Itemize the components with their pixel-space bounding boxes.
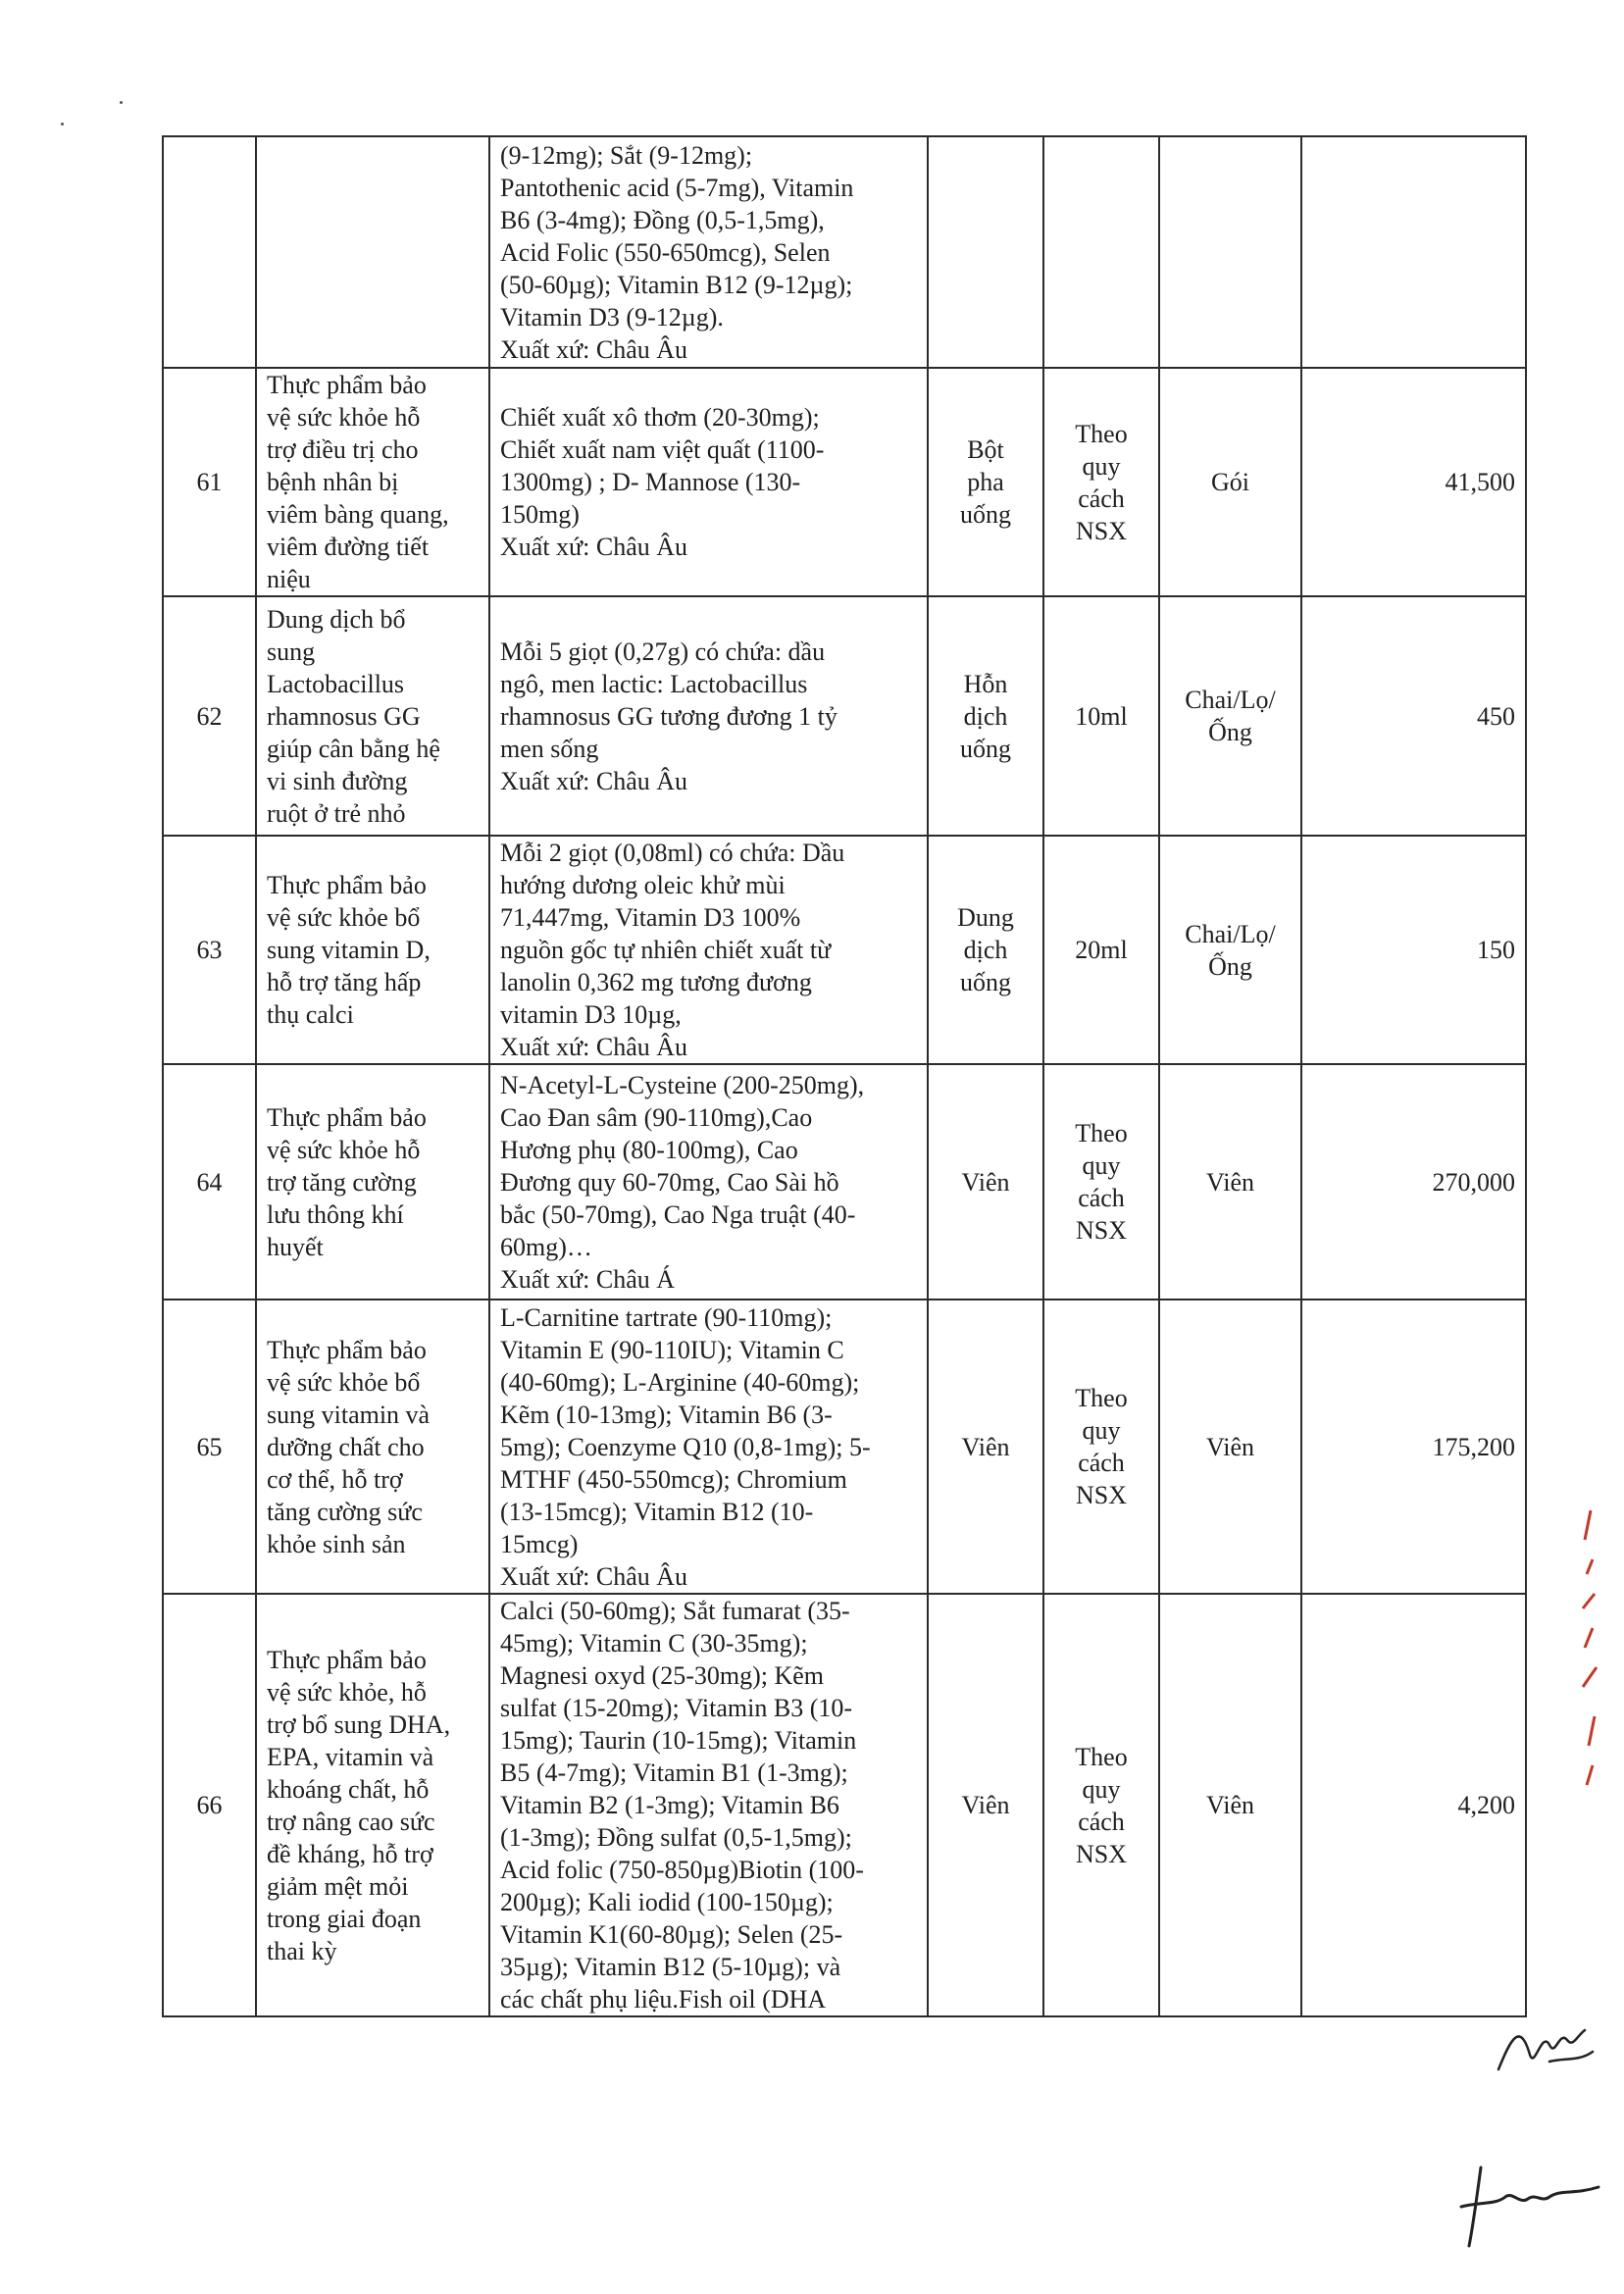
table-row	[163, 368, 1526, 596]
unit: Chai/Lọ/ Ống	[1185, 919, 1276, 981]
quantity: 150	[1301, 836, 1526, 1064]
product-name: Thực phẩm bảo vệ sức khỏe hỗ trợ tăng cường lưu thông khí huyết	[267, 1102, 427, 1261]
row-number: 65	[163, 1300, 256, 1594]
quantity: 175,200	[1301, 1300, 1526, 1594]
unit: Viên	[1206, 1167, 1254, 1197]
row-number: 66	[163, 1594, 256, 2016]
unit: Gói	[1211, 468, 1249, 496]
scan-speck	[61, 123, 64, 126]
table-row	[163, 136, 1526, 368]
row-number	[163, 136, 256, 368]
quantity	[1301, 136, 1526, 368]
composition: Chiết xuất xô thơm (20-30mg); Chiết xuất nam việt quất (1100- 1300mg) ; D- Mannose (130- 150mg) Xuất xứ: Châu Âu	[500, 403, 825, 561]
unit: Chai/Lọ/ Ống	[1185, 686, 1276, 746]
packaging-spec: Theo quy cách NSX	[1075, 1119, 1128, 1245]
dosage-form: Viên	[961, 1167, 1010, 1197]
composition: N-Acetyl-L-Cysteine (200-250mg), Cao Đan sâm (90-110mg),Cao Hương phụ (80-100mg), Cao Đương quy 60-70mg, Cao Sài hồ bắc (50-70mg), Cao Nga truật (40- 60mg)… Xuất xứ: Châu Á	[500, 1070, 865, 1294]
dosage-form: Hỗn dịch uống	[960, 669, 1011, 763]
dosage-form: Viên	[961, 1791, 1010, 1819]
composition: Mỗi 5 giọt (0,27g) có chứa: dầu ngô, men lactic: Lactobacillus rhamnosus GG tương đương 1 tỷ men sống Xuất xứ: Châu Âu	[500, 637, 837, 795]
product-name: Dung dịch bổ sung Lactobacillus rhamnosus GG giúp cân bằng hệ vi sinh đường ruột ở trẻ nhỏ	[267, 604, 440, 828]
row-number: 64	[163, 1064, 256, 1300]
dosage-form: Viên	[961, 1432, 1010, 1461]
quantity: 41,500	[1301, 368, 1526, 596]
product-name: Thực phẩm bảo vệ sức khỏe bổ sung vitamin và dưỡng chất cho cơ thể, hỗ trợ tăng cường sức khỏe sinh sản	[267, 1335, 431, 1558]
initials-signature-mark	[1491, 2001, 1599, 2089]
product-name: Thực phẩm bảo vệ sức khỏe hỗ trợ điều trị cho bệnh nhân bị viêm bàng quang, viêm đường tiết niệu	[267, 371, 449, 593]
composition: L-Carnitine tartrate (90-110mg); Vitamin E (90-110IU); Vitamin C (40-60mg); L-Arginine (40-60mg); Kẽm (10-13mg); Vitamin B6 (3- 5mg); Coenzyme Q10 (0,8-1mg); 5- MTHF (450-550mcg); Chromium (13-15mcg); Vitamin B12 (10- 15mcg) Xuất xứ: Châu Âu	[500, 1302, 871, 1591]
row-number: 63	[163, 836, 256, 1064]
product-name: Thực phẩm bảo vệ sức khỏe, hỗ trợ bổ sung DHA, EPA, vitamin và khoáng chất, hỗ trợ nâng cao sức đề kháng, hỗ trợ giảm mệt mỏi trong giai đoạn thai kỳ	[267, 1645, 451, 1965]
quantity: 4,200	[1301, 1594, 1526, 2016]
packaging-spec: Theo quy cách NSX	[1075, 1742, 1128, 1868]
product-table	[162, 135, 1527, 2017]
dosage-form: Bột pha uống	[960, 435, 1011, 529]
table-row	[163, 596, 1526, 836]
quantity: 270,000	[1301, 1064, 1526, 1300]
handwritten-signature	[1451, 2148, 1608, 2256]
page-edge-stamp-mark	[1573, 1501, 1602, 1795]
dosage-form: Dung dịch uống	[957, 903, 1014, 996]
row-number: 62	[163, 596, 256, 836]
table-row	[163, 1064, 1526, 1300]
packaging-spec: 10ml	[1075, 701, 1128, 731]
composition: Calci (50-60mg); Sắt fumarat (35- 45mg); Vitamin C (30-35mg); Magnesi oxyd (25-30mg); Kẽm sulfat (15-20mg); Vitamin B3 (10- 15mg); Taurin (10-15mg); Vitamin B5 (4-7mg); Vitamin B1 (1-3mg); Vitamin B2 (1-3mg); Vitamin B6 (1-3mg); Đồng sulfat (0,5-1,5mg); Acid folic (750-850µg)Biotin (100- 200µg); Kali iodid (100-150µg); Vitamin K1(60-80µg); Selen (25- 35µg); Vitamin B12 (5-10µg); và các chất phụ liệu.Fish oil (DHA	[500, 1597, 864, 2014]
table-row	[163, 1300, 1526, 1594]
quantity: 450	[1301, 596, 1526, 836]
unit: Viên	[1206, 1791, 1254, 1819]
composition: Mỗi 2 giọt (0,08ml) có chứa: Dầu hướng dương oleic khử mùi 71,447mg, Vitamin D3 100% nguồn gốc tự nhiên chiết xuất từ lanolin 0,362 mg tương đương vitamin D3 10µg, Xuất xứ: Châu Âu	[500, 839, 845, 1061]
packaging-spec: Theo quy cách NSX	[1075, 1384, 1128, 1509]
table-row	[163, 836, 1526, 1064]
row-number: 61	[163, 368, 256, 596]
table-row	[163, 1594, 1526, 2016]
product-name: Thực phẩm bảo vệ sức khỏe bổ sung vitamin D, hỗ trợ tăng hấp thụ calci	[267, 871, 431, 1029]
scan-speck	[120, 101, 123, 104]
unit: Viên	[1206, 1432, 1254, 1461]
packaging-spec: 20ml	[1075, 936, 1128, 964]
composition: (9-12mg); Sắt (9-12mg); Pantothenic acid (5-7mg), Vitamin B6 (3-4mg); Đồng (0,5-1,5mg), Acid Folic (550-650mcg), Selen (50-60µg); Vitamin B12 (9-12µg); Vitamin D3 (9-12µg). Xuất xứ: Châu Âu	[500, 140, 854, 364]
packaging-spec: Theo quy cách NSX	[1075, 419, 1128, 545]
